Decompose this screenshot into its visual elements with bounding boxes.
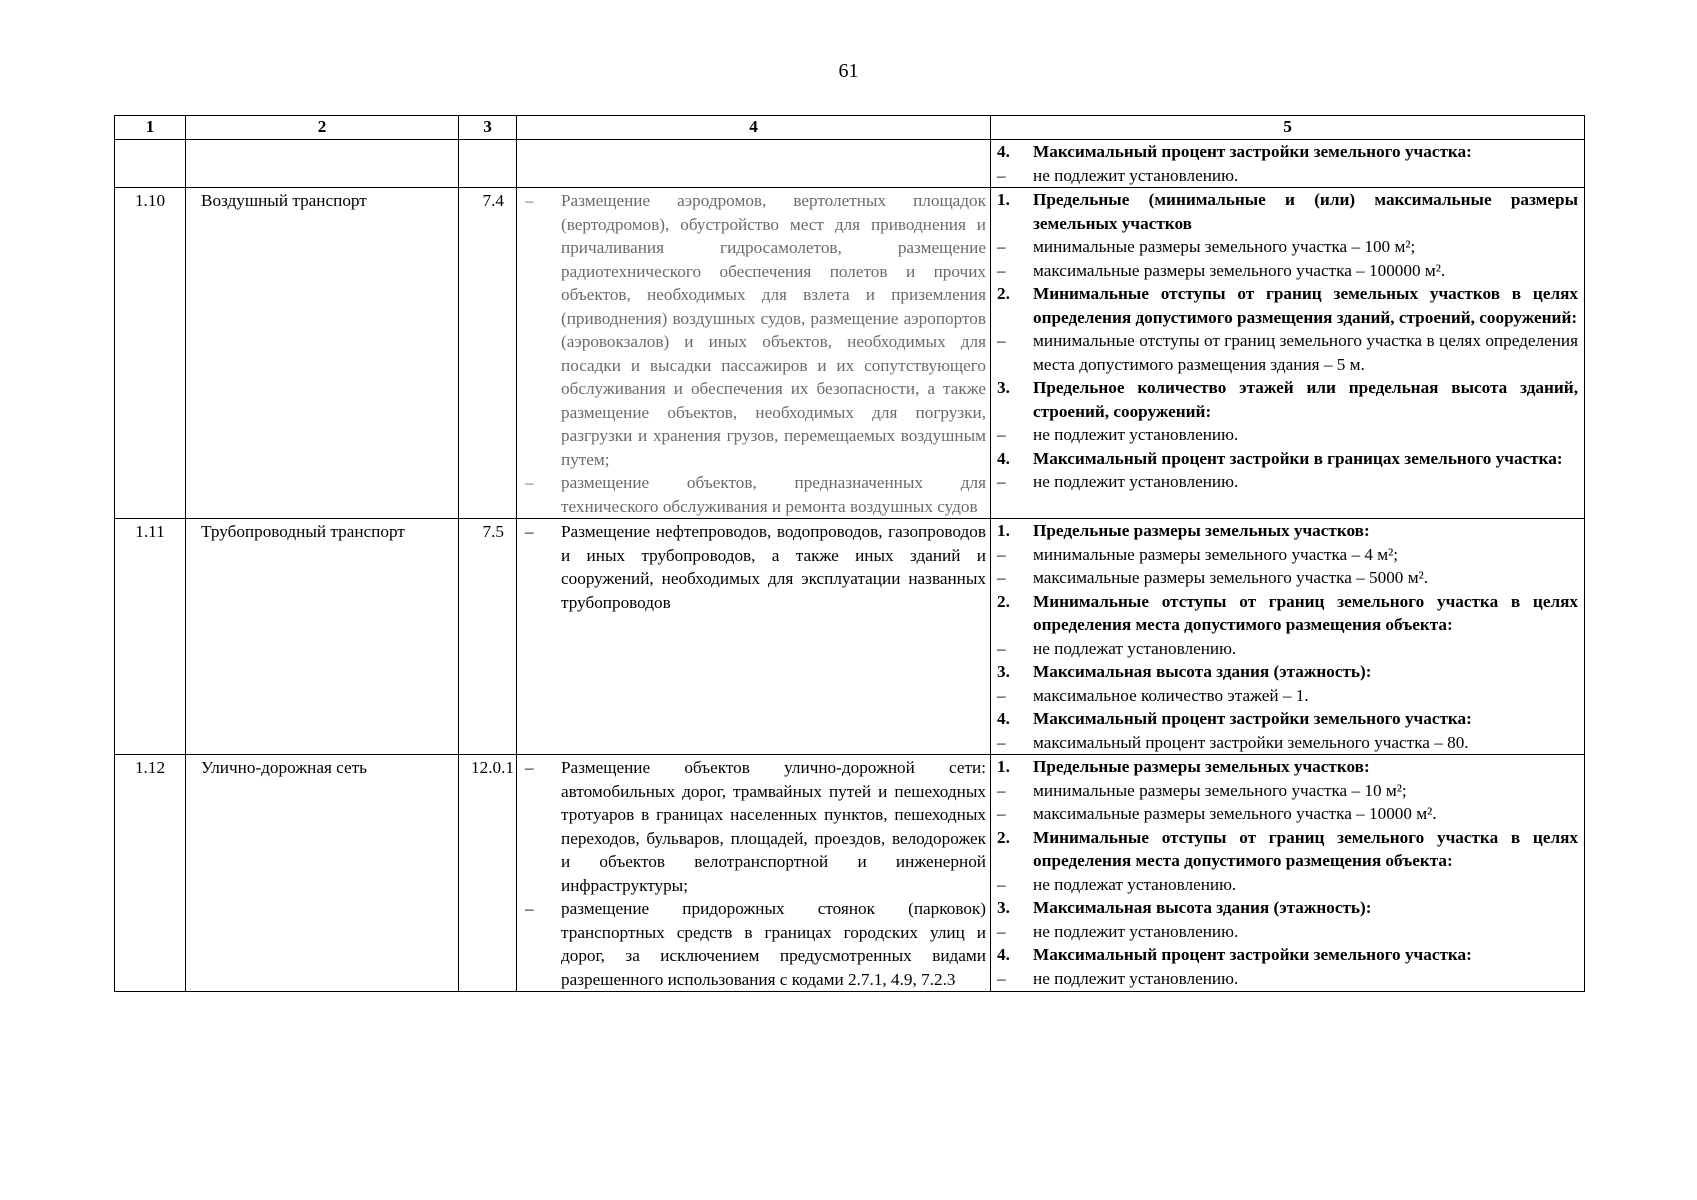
parameter-text: Максимальная высота здания (этажность): <box>1033 662 1372 681</box>
list-marker: – <box>997 804 1006 823</box>
parameter-text: максимальные размеры земельного участка – 100000 м². <box>1033 260 1446 280</box>
use-text: размещение придорожных стоянок (парковок) транспортных средств в границах городских улиц и дорог, за исключением предусмотренных видами разрешенного использования с кодами 2.7.1, 4.9, 7.2.3 <box>561 899 986 989</box>
list-marker: – <box>997 472 1006 491</box>
row-number-cell <box>115 140 186 188</box>
table-row <box>115 188 1585 519</box>
list-marker: – <box>997 544 1006 564</box>
row-number-cell: 1.11 <box>115 519 186 755</box>
parameter-text: Предельные размеры земельных участков: <box>1033 521 1370 540</box>
parameter-text: не подлежит установлению. <box>1033 968 1239 988</box>
parameter-value <box>997 779 1578 803</box>
parameter-value <box>997 566 1578 590</box>
list-marker: 3. <box>997 662 1010 681</box>
list-marker: 2. <box>997 827 1010 847</box>
parameter-text: максимальный процент застройки земельного участка – 80. <box>1033 732 1469 752</box>
parameter-heading <box>997 590 1578 637</box>
parameter-text: максимальные размеры земельного участка – 10000 м². <box>1033 804 1437 823</box>
dash-marker: – <box>525 522 534 541</box>
parameter-text: не подлежит установлению. <box>1033 472 1239 491</box>
header-row <box>115 116 1585 140</box>
list-marker: – <box>997 921 1006 941</box>
list-marker: – <box>997 165 1006 185</box>
list-marker: 4. <box>997 142 1010 161</box>
parameters-cell <box>991 188 1585 519</box>
list-marker: 4. <box>997 448 1010 468</box>
parameter-text: Предельные размеры земельных участков: <box>1033 757 1370 776</box>
parameter-heading <box>997 943 1578 967</box>
table-row <box>115 755 1585 992</box>
dash-marker: – <box>525 473 534 492</box>
use-code-cell: 7.4 <box>459 188 517 519</box>
parameter-text: Максимальный процент застройки земельного участка: <box>1033 709 1472 728</box>
list-marker: 4. <box>997 945 1010 964</box>
use-name-cell: Трубопроводный транспорт <box>186 519 459 755</box>
use-description-cell <box>517 519 991 755</box>
parameter-value <box>997 731 1578 755</box>
parameter-heading <box>997 519 1578 543</box>
list-marker: 3. <box>997 378 1010 397</box>
parameter-text: не подлежит установлению. <box>1033 921 1239 941</box>
list-item <box>525 189 986 471</box>
dash-marker: – <box>525 758 534 777</box>
parameter-value <box>997 423 1578 447</box>
list-marker: – <box>997 874 1006 894</box>
parameter-value <box>997 543 1578 567</box>
land-use-table <box>114 115 1585 992</box>
parameter-heading <box>997 376 1578 423</box>
parameters-cell <box>991 519 1585 755</box>
list-marker: – <box>997 732 1006 752</box>
list-marker: 4. <box>997 709 1010 728</box>
parameter-heading <box>997 707 1578 731</box>
parameter-value <box>997 873 1578 897</box>
table-row <box>115 519 1585 755</box>
column-header: 1 <box>115 116 186 140</box>
parameter-text: минимальные размеры земельного участка – 10 м²; <box>1033 780 1407 800</box>
list-item <box>525 756 986 897</box>
column-header: 5 <box>991 116 1585 140</box>
parameter-text: Минимальные отступы от границ земельного участка в целях определения места допустимого размещения объекта: <box>1033 827 1578 870</box>
parameter-text: Предельное количество этажей или предельная высота зданий, строений, сооружений: <box>1033 378 1578 421</box>
use-name-cell <box>186 140 459 188</box>
list-marker: – <box>997 685 1006 705</box>
list-marker: – <box>997 568 1006 587</box>
row-number-cell: 1.12 <box>115 755 186 992</box>
parameter-value <box>997 637 1578 661</box>
parameter-text: Максимальный процент застройки земельного участка: <box>1033 142 1472 161</box>
use-name-cell: Воздушный транспорт <box>186 188 459 519</box>
list-item <box>525 897 986 991</box>
parameter-value <box>997 684 1578 708</box>
use-code-cell: 7.5 <box>459 519 517 755</box>
use-code-cell <box>459 140 517 188</box>
use-code-cell: 12.0.1 <box>459 755 517 992</box>
parameter-value <box>997 329 1578 376</box>
parameter-text: Минимальные отступы от границ земельных участков в целях определения допустимого размещения зданий, строений, сооружений: <box>1033 284 1578 327</box>
use-text: размещение объектов, предназначенных для технического обслуживания и ремонта воздушных судов <box>561 473 986 516</box>
use-description-cell <box>517 140 991 188</box>
parameter-value <box>997 802 1578 826</box>
use-text: Размещение объектов улично-дорожной сети: автомобильных дорог, трамвайных путей и пешеходных тротуаров в границах населенных пунктов, пешеходных переходов, бульваров, площадей, проездов, велодорожек и объектов велотранспортной и инженерной инфраструктуры; <box>561 758 986 895</box>
parameter-heading <box>997 447 1578 471</box>
dash-marker: – <box>525 899 534 918</box>
parameter-value <box>997 235 1578 259</box>
dash-marker: – <box>525 191 534 210</box>
parameter-text: не подлежат установлению. <box>1033 874 1237 894</box>
list-marker: – <box>997 260 1006 280</box>
list-marker: 3. <box>997 898 1010 917</box>
list-marker: 1. <box>997 521 1010 540</box>
list-marker: 1. <box>997 190 1010 209</box>
parameters-cell <box>991 755 1585 992</box>
parameter-text: не подлежит установлению. <box>1033 165 1239 185</box>
parameter-text: минимальные размеры земельного участка – 4 м²; <box>1033 544 1399 564</box>
list-marker: 1. <box>997 757 1010 776</box>
parameter-text: минимальные отступы от границ земельного участка в целях определения места допустимого размещения здания – 5 м. <box>1033 331 1578 374</box>
use-text: Размещение аэродромов, вертолетных площадок (вертодромов), обустройство мест для приводнения и причаливания гидросамолетов, размещение радиотехнического обеспечения полетов и прочих объектов, необходимых для взлета и приземления (приводнения) воздушных судов, размещение аэропортов (аэровокзалов) и иных объектов, необходимых для посадки и высадки пассажиров и их сопутствующего обслуживания и обеспечения их безопасности, а также размещение объектов, необходимых для погрузки, разгрузки и хранения грузов, перемещаемых воздушным путем; <box>561 191 986 469</box>
column-header: 3 <box>459 116 517 140</box>
list-marker: – <box>997 331 1006 350</box>
parameter-text: максимальные размеры земельного участка – 5000 м². <box>1033 568 1429 587</box>
use-description-cell <box>517 755 991 992</box>
row-number-cell: 1.10 <box>115 188 186 519</box>
list-marker: – <box>997 638 1006 658</box>
list-marker: 2. <box>997 284 1010 303</box>
use-name-cell: Улично-дорожная сеть <box>186 755 459 992</box>
table-row <box>115 140 1585 188</box>
use-text: Размещение нефтепроводов, водопроводов, газопроводов и иных трубопроводов, а также иных зданий и сооружений, необходимых для эксплуатации названных трубопроводов <box>561 522 986 612</box>
parameter-value <box>997 920 1578 944</box>
page-number: 61 <box>838 60 859 82</box>
parameter-text: Максимальный процент застройки в границах земельного участка: <box>1033 448 1563 468</box>
parameter-heading <box>997 826 1578 873</box>
parameter-text: не подлежит установлению. <box>1033 425 1239 444</box>
parameter-value <box>997 967 1578 991</box>
parameter-text: Максимальная высота здания (этажность): <box>1033 898 1372 917</box>
parameter-text: Максимальный процент застройки земельного участка: <box>1033 945 1472 964</box>
list-marker: – <box>997 780 1006 800</box>
parameter-text: максимальное количество этажей – 1. <box>1033 685 1309 705</box>
parameters-cell <box>991 140 1585 188</box>
parameter-value <box>997 164 1578 188</box>
parameter-heading <box>997 282 1578 329</box>
column-header: 2 <box>186 116 459 140</box>
list-item <box>525 471 986 518</box>
parameter-text: Предельные (минимальные и (или) максимальные размеры земельных участков <box>1033 190 1578 233</box>
parameter-value <box>997 259 1578 283</box>
list-marker: – <box>997 237 1006 256</box>
parameter-heading <box>997 660 1578 684</box>
parameter-value <box>997 470 1578 494</box>
use-description-cell <box>517 188 991 519</box>
list-marker: 2. <box>997 591 1010 611</box>
parameter-heading <box>997 755 1578 779</box>
parameter-text: не подлежат установлению. <box>1033 638 1237 658</box>
list-marker: – <box>997 425 1006 444</box>
column-header: 4 <box>517 116 991 140</box>
parameter-text: Минимальные отступы от границ земельного участка в целях определения места допустимого размещения объекта: <box>1033 591 1578 634</box>
parameter-heading <box>997 188 1578 235</box>
list-item <box>525 520 986 614</box>
parameter-text: минимальные размеры земельного участка – 100 м²; <box>1033 237 1416 256</box>
parameter-heading <box>997 140 1578 164</box>
parameter-heading <box>997 896 1578 920</box>
list-marker: – <box>997 968 1006 988</box>
